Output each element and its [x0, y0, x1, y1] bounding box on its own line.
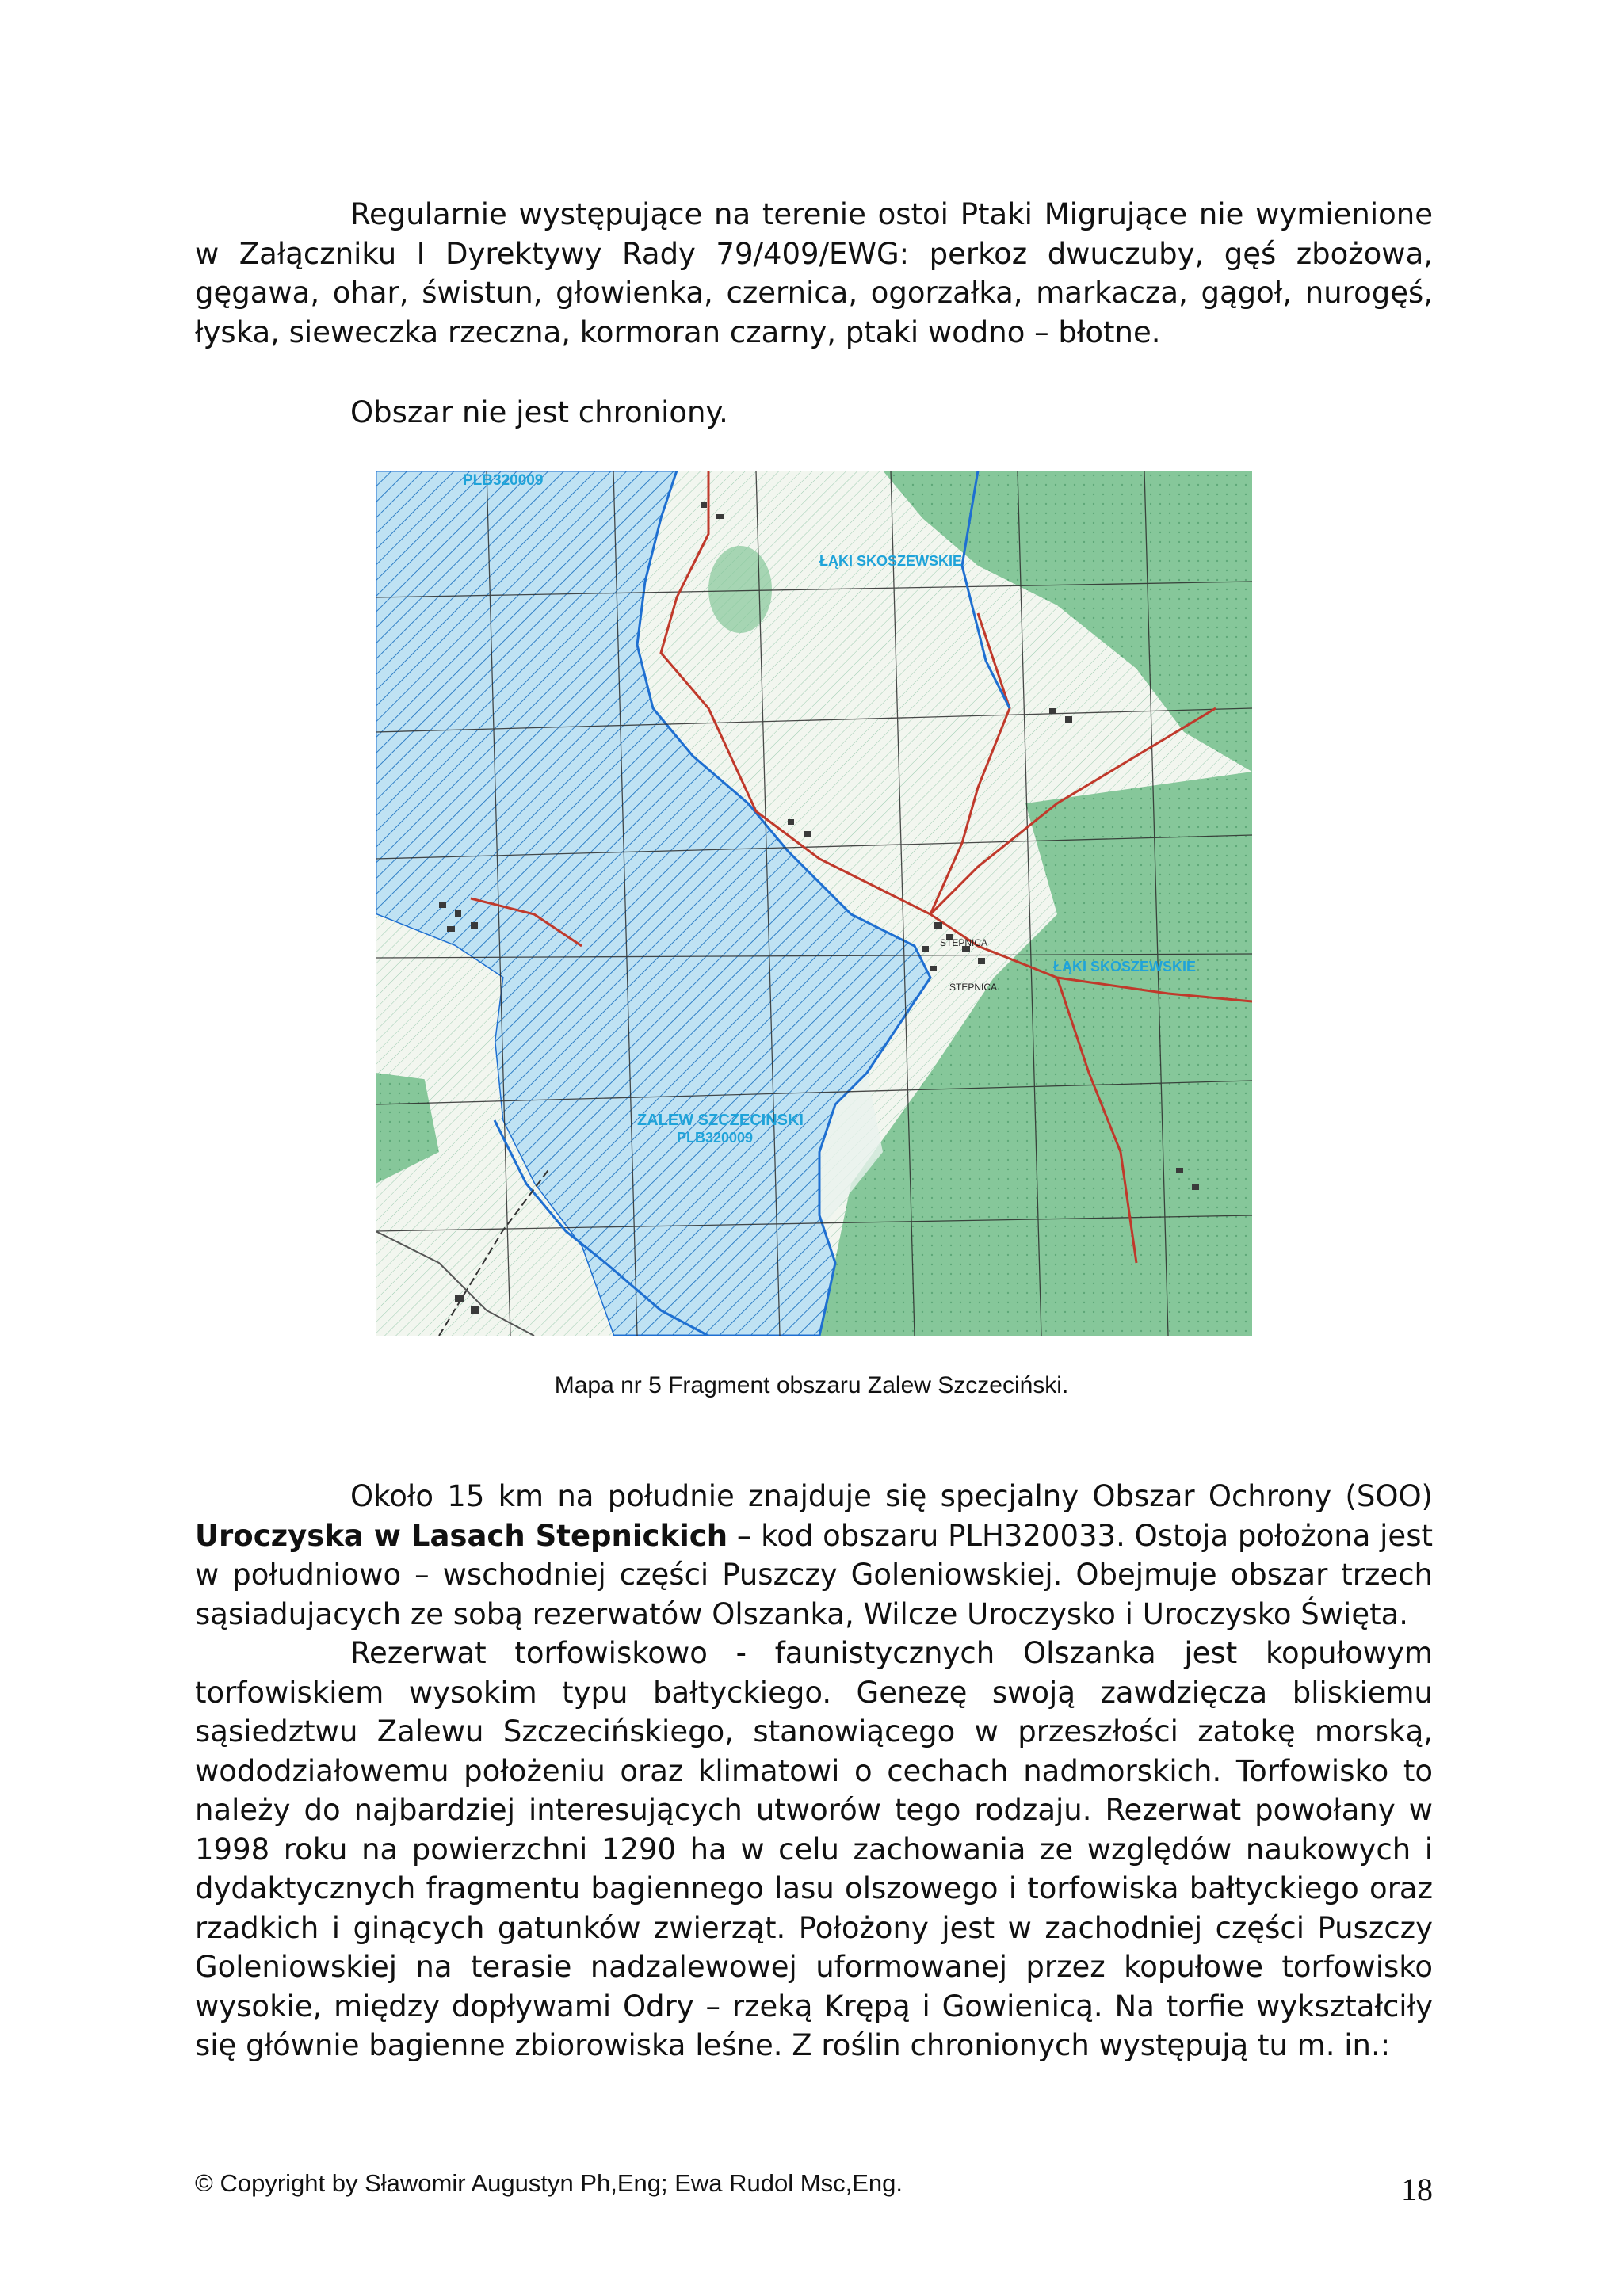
map-label-zalew-name: ZALEW SZCZECIŃSKI — [637, 1112, 804, 1129]
paragraph-olszanka: Rezerwat torfowiskowo - faunistycznych Olszanka jest kopułowym torfowiskiem wysokim typu bałtyckiego. Genezę swoją zawdzięcza bliskiemu sąsiedztwu Zalewu Szczecińskiego, stanowiącego w przeszłości zatokę morską, wododziałowemu położeniu oraz klimatowi o cechach nadmorskich. Torfowisko to należy do najbardziej interesujących utworów tego rodzaju. Rezerwat powołany w 1998 roku na powierzchni 1290 ha w celu zachowania ze względów naukowych i dydaktycznych fragmentu bagiennego lasu olszowego i torfowiska bałtyckiego oraz rzadkich i ginących gatunków zwierząt. Położony jest w zachodniej części Puszczy Goleniowskiej na terasie nadzalewowej uformowanej przez kopułowe torfowisko wysokie, między dopływami Odry – rzeką Krępą i Gowienicą. Na torfie wykształciły się głównie bagienne zbiorowiska leśne. Z roślin chronionych występują tu m. in.: — [195, 1636, 1433, 2062]
footer-copyright: © Copyright by Sławomir Augustyn Ph,Eng; Ewa Rudol Msc,Eng. — [195, 2169, 903, 2197]
page-number: 18 — [1401, 2172, 1433, 2207]
map-label-laki-east: ŁĄKI SKOSZEWSKIE — [1053, 959, 1197, 974]
map-label-plb-top: PLB320009 — [463, 472, 544, 489]
paragraph-uroczyska-rest: – kod obszaru PLH320033. Ostoja położona jest w południowo – wschodniej części Puszczy Goleniowskiej. Obejmuje obszar trzech sąsiadujacych ze sobą rezerwatów Olszanka, Wilcze Uroczysko i Uroczysko Święta. — [195, 1518, 1433, 1631]
map-label-zalew-code: PLB320009 — [677, 1130, 754, 1146]
paragraph-uroczyska — [195, 1477, 1433, 2065]
paragraph-uroczyska-intro: Około 15 km na południe znajduje się specjalny Obszar Ochrony (SOO) — [350, 1479, 1433, 1513]
map-caption: Mapa nr 5 Fragment obszaru Zalew Szczeciński. — [554, 1372, 1069, 1398]
map-image — [376, 471, 1252, 1336]
map-figure — [376, 471, 1252, 1336]
map-label-stepnica-2: STEPNICA — [949, 982, 998, 993]
paragraph-not-protected: Obszar nie jest chroniony. — [350, 395, 728, 429]
map-label-laki-north: ŁĄKI SKOSZEWSKIE — [819, 553, 963, 569]
paragraph-uroczyska-bold: Uroczyska w Lasach Stepnickich — [195, 1518, 728, 1553]
map-label-stepnica-1: STEPNICA — [940, 937, 988, 948]
forest-patch-north — [708, 546, 772, 633]
paragraph-migratory-birds: Regularnie występujące na terenie ostoi Ptaki Migrujące nie wymienione w Załączniku I Dyrektywy Rady 79/409/EWG: perkoz dwuczuby, gęś zbożowa, gęgawa, ohar, świstun, głowienka, czernica, ogorzałka, markacza, gągoł, nurogęś, łyska, sieweczka rzeczna, kormoran czarny, ptaki wodno – błotne. — [195, 197, 1433, 349]
